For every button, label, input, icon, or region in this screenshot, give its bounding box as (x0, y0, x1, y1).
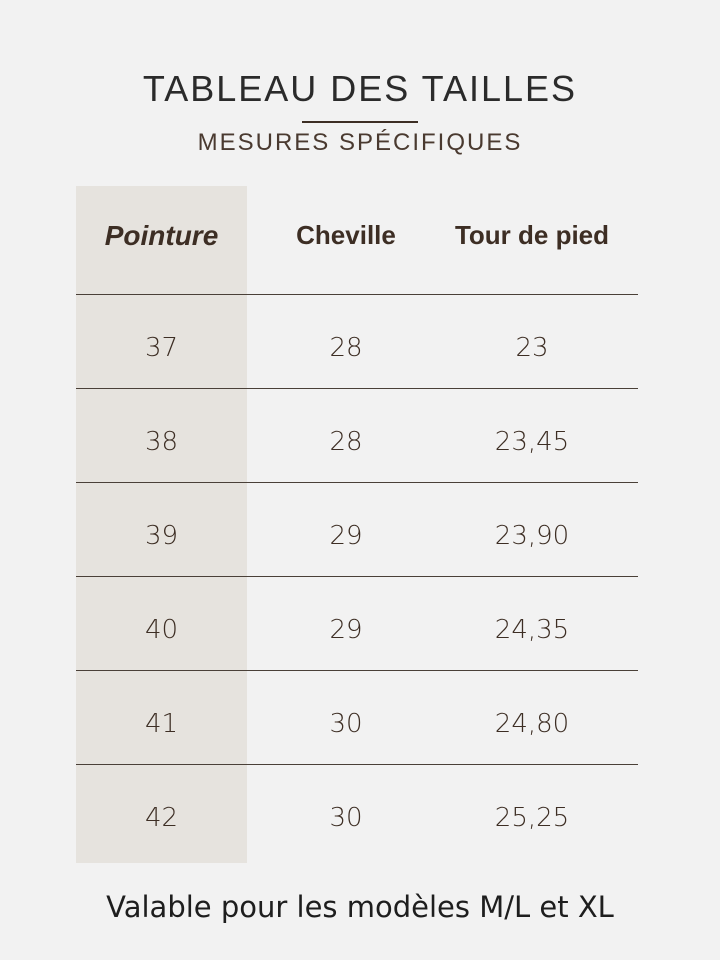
cell-cheville: 28 (329, 427, 363, 457)
cell-cheville: 30 (329, 709, 363, 739)
cell-cheville: 30 (329, 803, 363, 833)
footer-note: Valable pour les modèles M/L et XL (106, 890, 614, 924)
cell-tour-de-pied: 25,25 (494, 803, 570, 833)
table-row (76, 765, 638, 858)
cell-tour-de-pied: 24,35 (494, 615, 570, 645)
header-cheville: Cheville (296, 220, 396, 250)
cell-pointure: 37 (144, 333, 179, 363)
cell-cheville: 29 (329, 521, 363, 551)
cell-pointure: 42 (144, 803, 179, 833)
cell-tour-de-pied: 23,45 (494, 427, 570, 457)
page-subtitle: MESURES SPÉCIFIQUES (197, 129, 523, 156)
header-pointure: Pointure (104, 220, 219, 251)
table-row (76, 483, 638, 577)
cell-cheville: 29 (329, 615, 363, 645)
table-row (76, 389, 638, 483)
table-header-row (76, 186, 638, 295)
cell-pointure: 39 (144, 521, 179, 551)
size-table (76, 186, 638, 858)
cell-pointure: 38 (144, 427, 179, 457)
cell-cheville: 28 (329, 333, 363, 363)
table-row (76, 671, 638, 765)
cell-pointure: 40 (144, 615, 179, 645)
table-row (76, 577, 638, 671)
cell-tour-de-pied: 24,80 (494, 709, 570, 739)
table-row (76, 295, 638, 389)
page-title: TABLEAU DES TAILLES (142, 68, 578, 109)
cell-pointure: 41 (144, 709, 179, 739)
title-divider (302, 121, 418, 123)
header-tour-de-pied: Tour de pied (454, 220, 610, 250)
cell-tour-de-pied: 23,90 (494, 521, 570, 551)
cell-tour-de-pied: 23 (515, 333, 549, 363)
